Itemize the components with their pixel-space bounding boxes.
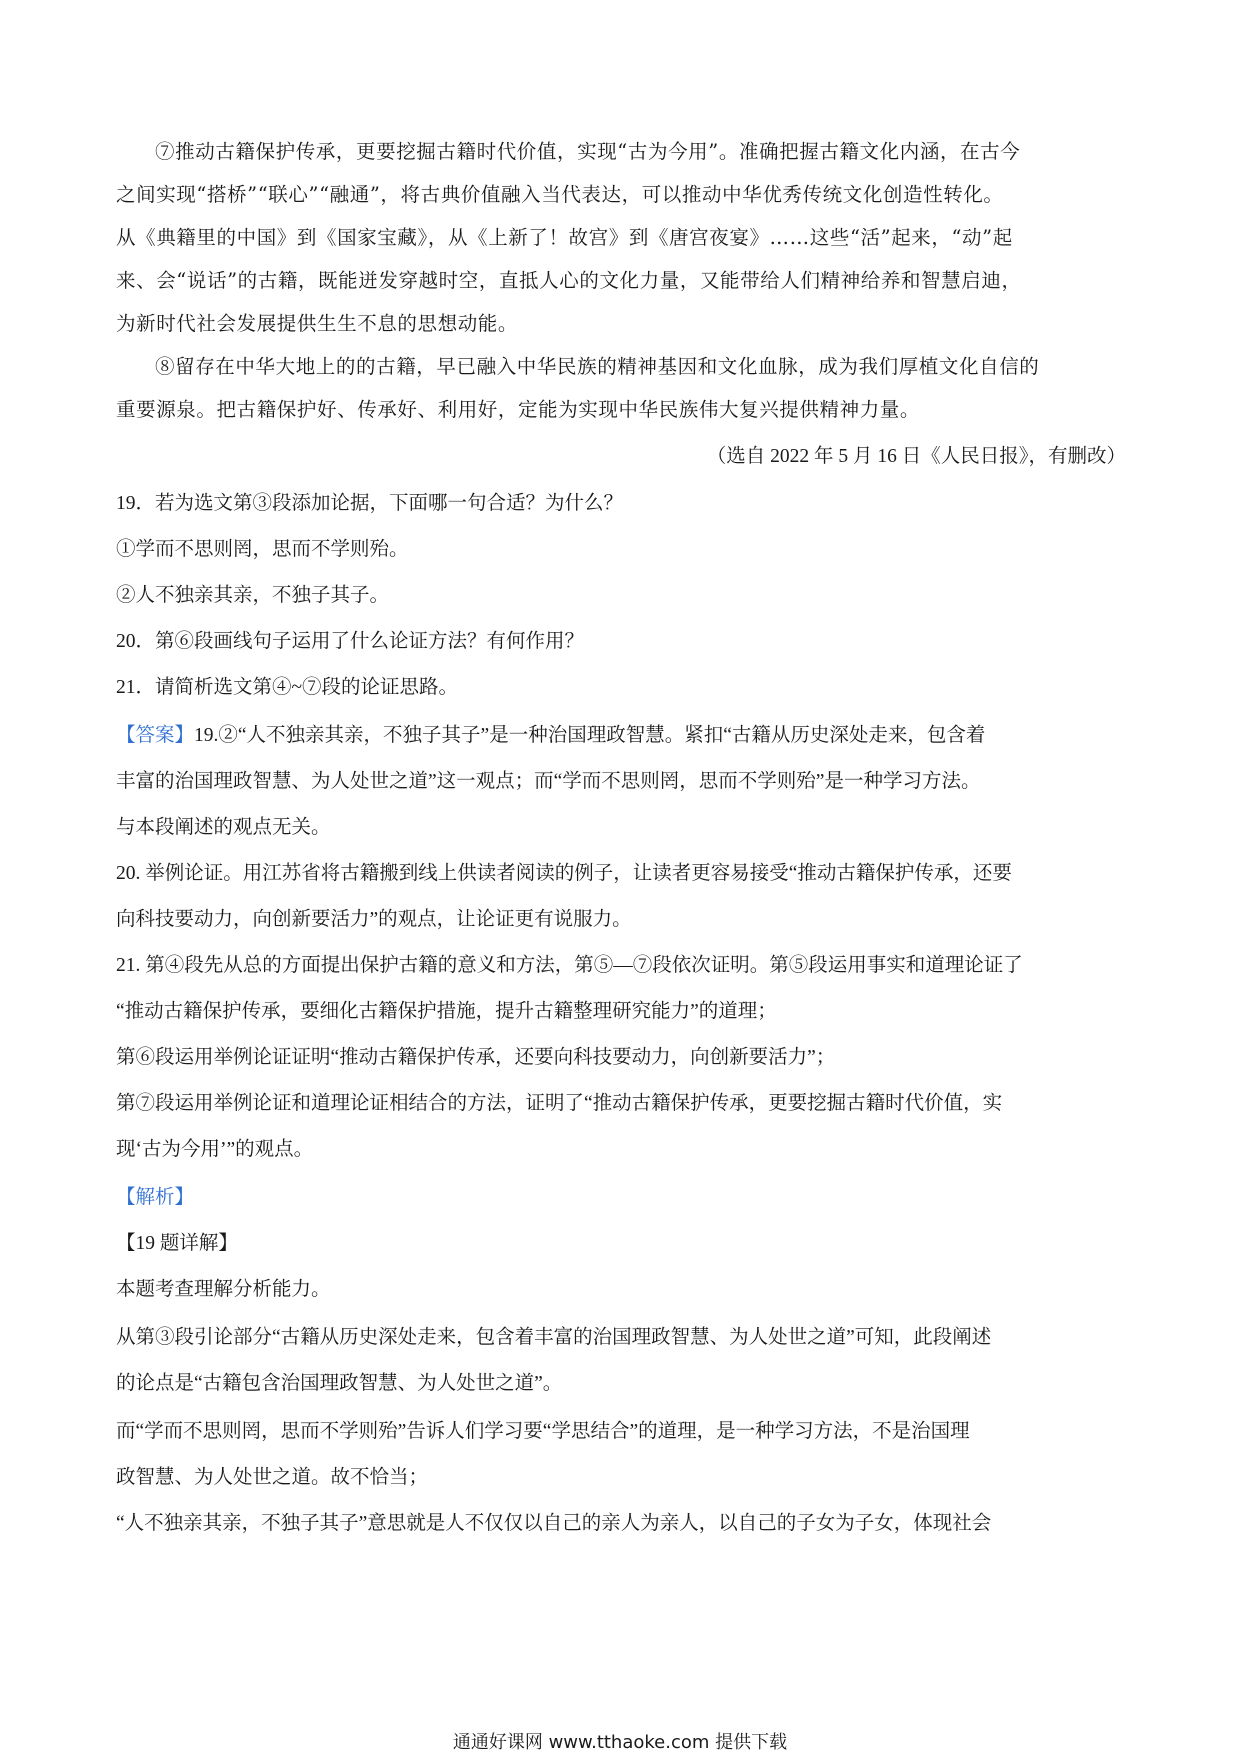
analysis-line-6: “人不独亲其亲，不独子其子”意思就是人不仅仅以自己的亲人为亲人，以自己的子女为子女，体现社会	[116, 1513, 992, 1534]
answer-line-3: 与本段阐述的观点无关。	[116, 817, 331, 838]
answer-line-2: 丰富的治国理政智慧、为人处世之道”这一观点；而“学而不思则罔，思而不学则殆”是一种学习方法。	[116, 771, 981, 792]
passage-source: （选自 2022 年 5 月 16 日《人民日报》，有删改）	[706, 446, 1126, 467]
question-21: 21．请简析选文第④~⑦段的论证思路。	[116, 677, 459, 698]
answer-line-7: “推动古籍保护传承，要细化古籍保护措施，提升古籍整理研究能力”的道理；	[116, 1001, 777, 1022]
passage-p8-line-1: ⑧留存在中华大地上的的古籍，早已融入中华民族的精神基因和文化血脉，成为我们厚植文化自信的	[155, 355, 1040, 378]
analysis-tag: 【解析】	[116, 1187, 195, 1208]
answer-tag: 【答案】	[116, 725, 195, 746]
answer-line-10: 现‘古为今用’”的观点。	[116, 1139, 314, 1160]
question-20: 20．第⑥段画线句子运用了什么论证方法？有何作用？	[116, 631, 585, 652]
answer-line-1	[116, 712, 1130, 760]
passage-p7-line-2: 之间实现“搭桥”“联心”“融通”，将古典价值融入当代表达，可以推动中华优秀传统文化创造性转化。	[116, 183, 1004, 206]
answer-line-4: 20. 举例论证。用江苏省将古籍搬到线上供读者阅读的例子，让读者更容易接受“推动古籍保护传承，还要	[116, 863, 1012, 884]
passage-p7-line-4: 来、会“说话”的古籍，既能迸发穿越时空，直抵人心的文化力量，又能带给人们精神给养和智慧启迪，	[116, 269, 1022, 292]
analysis-line-3: 的论点是“古籍包含治国理政智慧、为人处世之道”。	[116, 1373, 563, 1394]
answer-line-5: 向科技要动力，向创新要活力”的观点，让论证更有说服力。	[116, 909, 632, 930]
analysis-line-4: 而“学而不思则罔，思而不学则殆”告诉人们学习要“学思结合”的道理，是一种学习方法，不是治国理	[116, 1421, 970, 1442]
analysis-line-2: 从第③段引论部分“古籍从历史深处走来，包含着丰富的治国理政智慧、为人处世之道”可知，此段阐述	[116, 1327, 992, 1348]
analysis-subhead: 【19 题详解】	[116, 1233, 238, 1254]
passage-p7-line-5: 为新时代社会发展提供生生不息的思想动能。	[116, 312, 519, 335]
question-19-option-2: ②人不独亲其亲，不独子其子。	[116, 585, 390, 606]
analysis-line-1: 本题考查理解分析能力。	[116, 1279, 331, 1300]
answer-line-9: 第⑦段运用举例论证和道理论证相结合的方法，证明了“推动古籍保护传承，更要挖掘古籍时代价值，实	[116, 1093, 1003, 1114]
question-19-option-1: ①学而不思则罔，思而不学则殆。	[116, 539, 409, 560]
passage-p8-line-2: 重要源泉。把古籍保护好、传承好、利用好，定能为实现中华民族伟大复兴提供精神力量。	[116, 398, 921, 421]
footer-credit: 通通好课网 www.tthaoke.com 提供下载	[452, 1732, 788, 1753]
answer-line-8: 第⑥段运用举例论证证明“推动古籍保护传承，还要向科技要动力，向创新要活力”；	[116, 1047, 836, 1068]
question-19: 19．若为选文第③段添加论据，下面哪一句合适？为什么？	[116, 493, 624, 514]
analysis-line-5: 政智慧、为人处世之道。故不恰当；	[116, 1467, 429, 1488]
answer-line-1-text: 19.②“人不独亲其亲，不独子其子”是一种治国理政智慧。紧扣“古籍从历史深处走来，包含着	[194, 725, 986, 746]
answer-line-6: 21. 第④段先从总的方面提出保护古籍的意义和方法，第⑤—⑦段依次证明。第⑤段运用事实和道理论证了	[116, 955, 1023, 976]
passage-p7-line-1: ⑦推动古籍保护传承，更要挖掘古籍时代价值，实现“古为今用”。准确把握古籍文化内涵，在古今	[155, 140, 1021, 163]
passage-p7-line-3: 从《典籍里的中国》到《国家宝藏》，从《上新了！故宫》到《唐宫夜宴》……这些“活”起来，“动”起	[116, 226, 1013, 249]
